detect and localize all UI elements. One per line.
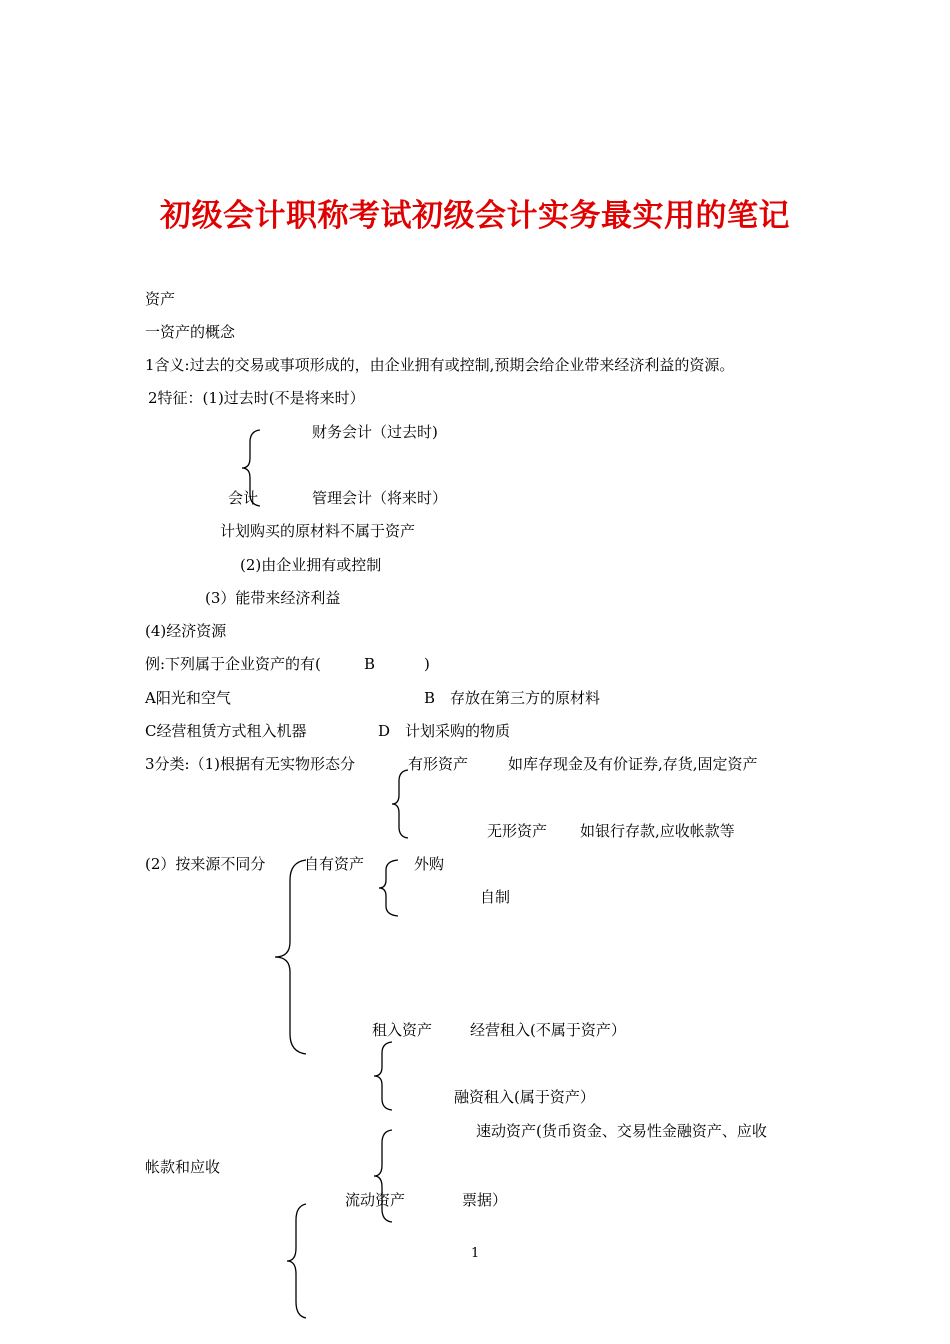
planned-purchase-note: 计划购买的原材料不属于资产 [220,522,416,540]
page-title: 初级会计职称考试初级会计实务最实用的笔记 [160,198,790,234]
feature-3: (3）能带来经济利益 [205,589,341,607]
definition-line: 1含义:过去的交易或事项形成的，由企业拥有或控制,预期会给企业带来经济利益的资源。 [145,356,735,374]
page-number: 1 [471,1246,480,1261]
example-question: 例:下列属于企业资产的有( [145,655,321,673]
concept-heading: 一资产的概念 [145,323,236,341]
leased-asset: 租入资产 [372,1021,433,1039]
purchased: 外购 [414,855,445,873]
example-close: ) [424,655,430,673]
tangible-brace [390,768,410,840]
intangible-examples: 如银行存款,应收帐款等 [580,822,735,840]
quick-asset: 速动资产(货币资金、交易性金融资产、应收 [476,1122,767,1140]
example-answer: B [364,655,376,673]
accounting-label: 会计 [228,489,259,507]
section-heading-asset: 资产 [145,290,176,308]
feature-2: (2)由企业拥有或控制 [240,556,382,574]
feature-4: (4)经济资源 [145,622,227,640]
classification-1: 3分类:（1)根据有无实物形态分 [145,755,355,773]
finance-lease: 融资租入(属于资产） [454,1088,595,1106]
operating-lease: 经营租入(不属于资产） [470,1021,626,1039]
quick-asset-continued: 帐款和应收 [145,1158,221,1176]
option-d-letter: D [378,722,391,740]
lease-brace [370,1040,394,1112]
management-accounting: 管理会计（将来时） [312,489,448,507]
self-made: 自制 [480,888,511,906]
tangible-examples: 如库存现金及有价证券,存货,固定资产 [508,755,758,773]
owned-brace [376,858,400,918]
option-c: C经营租赁方式租入机器 [145,722,307,740]
financial-accounting: 财务会计（过去时) [312,423,438,441]
source-brace [272,858,308,1056]
classification-2: (2）按来源不同分 [145,855,266,873]
option-b-text: 存放在第三方的原材料 [450,689,601,707]
option-b-letter: B [424,689,436,707]
option-a: A阳光和空气 [145,689,231,707]
current-asset: 流动资产 [345,1191,406,1209]
tangible-asset: 有形资产 [408,755,469,773]
notes-close: 票据） [462,1191,508,1209]
option-d-text: 计划采购的物质 [405,722,511,740]
intangible-asset: 无形资产 [487,822,548,840]
owned-asset: 自有资产 [304,855,365,873]
asset-type-brace [284,1202,308,1320]
features-intro: 2特征：(1)过去时(不是将来时） [148,389,365,407]
